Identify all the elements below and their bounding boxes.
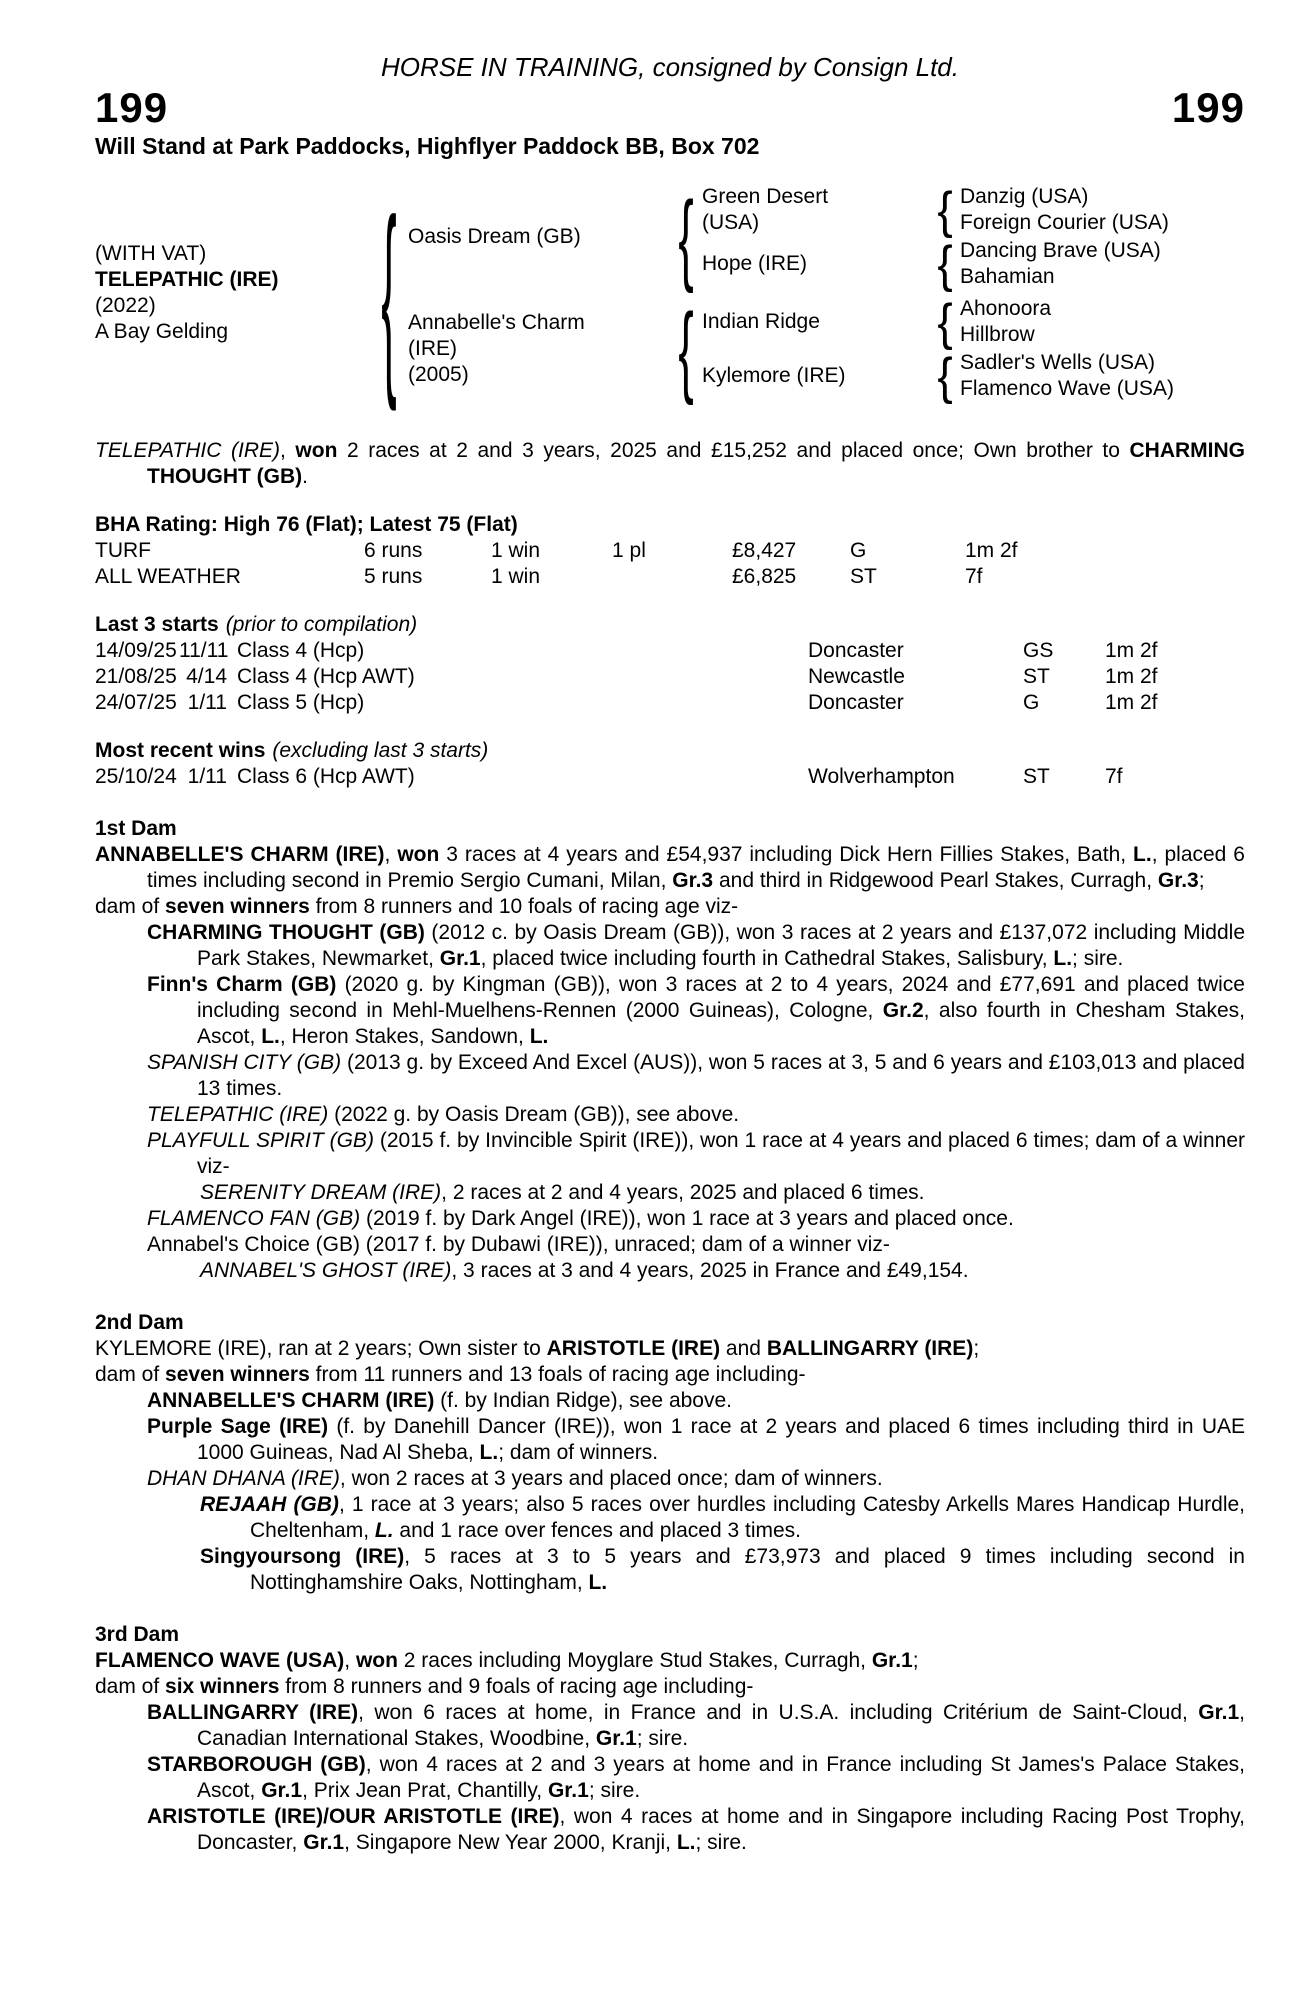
sire-half xyxy=(408,179,1245,295)
table-row xyxy=(95,564,1245,590)
pedigree-note-paragraph xyxy=(95,1336,1245,1362)
text-segment: TELEPATHIC (IRE) xyxy=(95,439,280,462)
table-cell: Doncaster xyxy=(808,691,904,714)
horse-name: TELEPATHIC (IRE) xyxy=(95,268,279,291)
dam-dam-unit xyxy=(702,347,1245,405)
bha-rating-heading: BHA Rating: High 76 (Flat); Latest 75 (Flat) xyxy=(95,513,518,536)
text-segment: Gr.2 xyxy=(882,999,924,1022)
text-segment: won xyxy=(397,843,440,866)
stand-location-line: Will Stand at Park Paddocks, Highflyer Paddock BB, Box 702 xyxy=(95,133,760,159)
last-starts-subtitle: (prior to compilation) xyxy=(225,613,418,636)
table-cell: 1m 2f xyxy=(965,539,1018,562)
text-segment: from 11 runners and 13 foals of racing age including- xyxy=(309,1363,806,1386)
table-cell: 1/11 xyxy=(187,691,227,714)
table-cell: ST xyxy=(1023,665,1050,688)
vat-note: (WITH VAT) xyxy=(95,242,207,265)
pedigree-note-paragraph xyxy=(95,1752,1245,1804)
text-segment: ANNABELLE'S CHARM (IRE) xyxy=(95,843,385,866)
text-segment: from 8 runners and 9 foals of racing age including- xyxy=(279,1675,754,1698)
sire-dam-brace: { xyxy=(937,235,953,293)
text-segment: STARBOROUGH (GB) xyxy=(147,1753,366,1776)
pedigree-note-paragraph xyxy=(95,920,1245,972)
text-segment: ANNABELLE'S CHARM (IRE) xyxy=(147,1389,435,1412)
text-segment: FLAMENCO FAN (GB) xyxy=(147,1207,361,1230)
pedigree-note-paragraph xyxy=(95,1180,1245,1206)
text-segment: seven winners xyxy=(165,1363,310,1386)
table-cell: 14/09/25 xyxy=(95,639,177,662)
table-cell: Newcastle xyxy=(808,665,905,688)
table-cell: 4/14 xyxy=(186,665,227,688)
sire-sire-parents xyxy=(960,184,1245,236)
text-segment: Annabel's Choice (GB) (2017 f. by Dubawi (IRE)), unraced; dam of a winner viz- xyxy=(147,1233,890,1256)
text-segment: L. xyxy=(261,1025,280,1048)
text-segment: , 5 races at 3 to 5 years and £73,973 and placed 9 times including second in Nottinghamshire Oaks, Nottingham, xyxy=(250,1545,1245,1594)
recent-wins-table xyxy=(95,764,1245,790)
table-cell: GS xyxy=(1023,639,1054,662)
text-segment: , Canadian International Stakes, Woodbine, xyxy=(197,1701,1245,1750)
pedigree-note-paragraph xyxy=(95,1414,1245,1466)
text-segment: Gr.3 xyxy=(1157,869,1199,892)
dam-dam-name: Kylemore (IRE) xyxy=(702,364,846,387)
text-segment: (2013 g. by Exceed And Excel (AUS)), won 5 races at 3, 5 and 6 years and £103,013 and placed 13 times. xyxy=(197,1051,1245,1100)
table-cell: Class 4 (Hcp) xyxy=(237,639,365,662)
text-segment: ; sire. xyxy=(695,1831,747,1854)
pedigree-note-paragraph xyxy=(95,1388,1245,1414)
text-segment: , xyxy=(279,439,296,462)
pedigree-note-paragraph xyxy=(95,1492,1245,1544)
dam-sire-parents xyxy=(960,296,1245,348)
text-segment: PLAYFULL SPIRIT (GB) xyxy=(147,1129,374,1152)
dam-dam-brace: { xyxy=(937,347,953,405)
great-granddam: Bahamian xyxy=(960,265,1055,288)
text-segment: 2 races including Moyglare Stud Stakes, Curragh, xyxy=(397,1649,872,1672)
pedigree-note-paragraph xyxy=(95,894,1245,920)
table-cell: G xyxy=(850,539,867,562)
text-segment: REJAAH (GB) xyxy=(200,1493,339,1516)
table-cell: 11/11 xyxy=(179,639,229,662)
pedigree-generations xyxy=(408,179,1245,407)
text-segment: L. xyxy=(1053,947,1073,970)
text-segment: 2 races at 2 and 3 years, 2025 and £15,252 and placed once; Own brother to xyxy=(337,439,1130,462)
pedigree-note-paragraph xyxy=(95,1232,1245,1258)
text-segment: , xyxy=(384,843,398,866)
text-segment: ; xyxy=(912,1649,919,1672)
text-segment: TELEPATHIC (IRE) xyxy=(147,1103,329,1126)
table-cell: £8,427 xyxy=(732,539,797,562)
table-cell: 1 win xyxy=(491,565,541,588)
table-cell xyxy=(612,564,732,590)
table-cell: 5 runs xyxy=(364,565,423,588)
text-segment: ARISTOTLE (IRE)/OUR ARISTOTLE (IRE) xyxy=(147,1805,560,1828)
table-cell: 1/11 xyxy=(187,765,227,788)
dam-half xyxy=(408,291,1245,407)
text-segment: L. xyxy=(529,1025,549,1048)
sire-brace: { xyxy=(678,179,694,295)
text-segment: L. xyxy=(374,1519,394,1542)
text-segment: , placed 6 times including second in Premio Sergio Cumani, Milan, xyxy=(147,843,1245,892)
dam-name: Annabelle's Charm (IRE) (2005) xyxy=(408,310,670,388)
text-segment: L. xyxy=(588,1571,608,1594)
dam-section-heading: 2nd Dam xyxy=(95,1311,184,1334)
text-segment: Gr.1 xyxy=(871,1649,913,1672)
recent-wins-subtitle: (excluding last 3 starts) xyxy=(272,739,489,762)
text-segment: Gr.3 xyxy=(672,869,714,892)
table-cell: G xyxy=(1023,691,1040,714)
bha-record-table xyxy=(95,538,1245,590)
pedigree-note-paragraph xyxy=(95,1362,1245,1388)
text-segment: SPANISH CITY (GB) xyxy=(147,1051,342,1074)
table-row xyxy=(95,664,1245,690)
text-segment: SERENITY DREAM (IRE) xyxy=(200,1181,442,1204)
text-segment: , won 4 races at home and in Singapore including Racing Post Trophy, Doncaster, xyxy=(197,1805,1246,1854)
pedigree-note-paragraph xyxy=(95,1206,1245,1232)
text-segment: (2022 g. by Oasis Dream (GB)), see above. xyxy=(328,1103,740,1126)
subject-block xyxy=(95,241,370,345)
text-segment: (2019 f. by Dark Angel (IRE)), won 1 race at 3 years and placed once. xyxy=(360,1207,1014,1230)
text-segment: from 8 runners and 10 foals of racing age viz- xyxy=(309,895,739,918)
table-row xyxy=(95,764,1245,790)
text-segment: ; xyxy=(1198,869,1205,892)
pedigree-note-paragraph xyxy=(95,1700,1245,1752)
text-segment: Gr.1 xyxy=(547,1779,589,1802)
last-starts-table xyxy=(95,638,1245,716)
text-segment: , Prix Jean Prat, Chantilly, xyxy=(302,1779,548,1802)
lot-number-row xyxy=(95,86,1245,130)
sire-sire-name: Green Desert (USA) xyxy=(702,185,829,234)
dam-sections xyxy=(95,816,1245,1856)
text-segment: 3 races at 4 years and £54,937 including Dick Hern Fillies Stakes, Bath, xyxy=(439,843,1134,866)
table-cell: ST xyxy=(850,565,877,588)
text-segment: ; xyxy=(973,1337,980,1360)
last-starts-heading xyxy=(95,612,1245,638)
text-segment: (2020 g. by Kingman (GB)), won 3 races at 2 to 4 years, 2024 and £77,691 and placed twice including second in Mehl-Muelhens-Rennen (2000 Guineas), Cologne, xyxy=(197,973,1245,1022)
text-segment: Gr.1 xyxy=(1198,1701,1240,1724)
great-grandsire: Dancing Brave (USA) xyxy=(960,239,1161,262)
text-segment: ; sire. xyxy=(636,1727,689,1750)
text-segment: FLAMENCO WAVE (USA) xyxy=(95,1649,345,1672)
text-segment: (2015 f. by Invincible Spirit (IRE)), won 1 race at 4 years and placed 6 times; dam of a winner viz- xyxy=(197,1129,1245,1178)
great-granddam: Flamenco Wave (USA) xyxy=(960,377,1174,400)
dam-brace: { xyxy=(678,291,694,407)
table-cell: 7f xyxy=(1105,765,1123,788)
text-segment: won xyxy=(295,439,338,462)
pedigree-main-brace: { xyxy=(381,173,397,413)
table-cell: 6 runs xyxy=(364,539,423,562)
sire-dam-name: Hope (IRE) xyxy=(702,252,808,275)
text-segment: L. xyxy=(1133,843,1152,866)
pedigree-table xyxy=(95,173,1245,413)
table-cell: 1m 2f xyxy=(1105,665,1158,688)
text-segment: , won 4 races at 2 and 3 years at home and in France including St James's Palace Stakes, Ascot, xyxy=(197,1753,1246,1802)
text-segment: , won 6 races at home, in France and in U.S.A. including Critérium de Saint-Cloud, xyxy=(358,1701,1199,1724)
great-grandsire: Ahonoora xyxy=(960,297,1052,320)
dam-section-heading: 3rd Dam xyxy=(95,1623,180,1646)
recent-wins-heading xyxy=(95,738,1245,764)
text-segment: ; dam of winners. xyxy=(498,1441,659,1464)
table-cell: TURF xyxy=(95,539,151,562)
pedigree-note-paragraph xyxy=(95,1648,1245,1674)
table-cell: Wolverhampton xyxy=(808,765,955,788)
text-segment: , Singapore New Year 2000, Kranji, xyxy=(344,1831,677,1854)
table-cell: 1m 2f xyxy=(1105,691,1158,714)
text-segment: KYLEMORE (IRE), ran at 2 years; Own sister to xyxy=(95,1337,547,1360)
text-segment: , 1 race at 3 years; also 5 races over hurdles including Catesby Arkells Mares Handicap Hurdle, Cheltenham, xyxy=(250,1493,1245,1542)
table-cell: Doncaster xyxy=(808,639,904,662)
table-cell: Class 4 (Hcp AWT) xyxy=(237,665,415,688)
table-cell: £6,825 xyxy=(732,565,797,588)
text-segment: BALLINGARRY (IRE) xyxy=(766,1337,974,1360)
recent-wins-title: Most recent wins xyxy=(95,739,266,762)
dam-sire-unit xyxy=(702,293,1245,351)
text-segment: (f. by Danehill Dancer (IRE)), won 1 race at 2 years and placed 6 times including third in UAE 1000 Guineas, Nad Al Sheba, xyxy=(197,1415,1246,1464)
lot-number-right: 199 xyxy=(1171,84,1245,131)
text-segment: Gr.1 xyxy=(303,1831,345,1854)
lot-number-left: 199 xyxy=(95,84,169,131)
text-segment: and xyxy=(720,1337,767,1360)
text-segment: Finn's Charm (GB) xyxy=(147,973,337,996)
text-segment: Singyoursong (IRE) xyxy=(200,1545,405,1568)
sire-name: Oasis Dream (GB) xyxy=(408,225,581,248)
great-granddam: Hillbrow xyxy=(960,323,1035,346)
table-cell: 21/08/25 xyxy=(95,665,177,688)
text-segment: , won 2 races at 3 years and placed once; dam of winners. xyxy=(339,1467,883,1490)
pedigree-note-paragraph xyxy=(95,972,1245,1050)
dam-sire-name: Indian Ridge xyxy=(702,310,820,333)
dam-foaling-year: (2005) xyxy=(408,363,469,386)
dam-grandparents xyxy=(702,293,1245,405)
text-segment: Purple Sage (IRE) xyxy=(147,1415,329,1438)
text-segment: CHARMING THOUGHT (GB) xyxy=(147,921,425,944)
table-cell: ST xyxy=(1023,765,1050,788)
table-row xyxy=(95,538,1245,564)
text-segment: won xyxy=(355,1649,398,1672)
text-segment: Gr.1 xyxy=(595,1727,637,1750)
text-segment: (f. by Indian Ridge), see above. xyxy=(434,1389,732,1412)
table-cell: 7f xyxy=(965,565,983,588)
text-segment: . xyxy=(302,465,308,488)
foaling-year: (2022) xyxy=(95,294,156,317)
consignment-line: HORSE IN TRAINING, consigned by Consign Ltd. xyxy=(380,52,959,82)
dam-section-heading: 1st Dam xyxy=(95,817,177,840)
text-segment: , 3 races at 3 and 4 years, 2025 in France and £49,154. xyxy=(451,1259,969,1282)
text-segment: six winners xyxy=(165,1675,280,1698)
sire-dam-unit xyxy=(702,235,1245,293)
dam-dam-parents xyxy=(960,350,1245,402)
text-segment: CHARMING THOUGHT (GB) xyxy=(147,439,1246,488)
colour-sex: A Bay Gelding xyxy=(95,320,229,343)
sire-dam-parents xyxy=(960,238,1245,290)
pedigree-note-paragraph xyxy=(95,1258,1245,1284)
pedigree-note-paragraph xyxy=(95,1674,1245,1700)
sire-sire-unit xyxy=(702,181,1245,239)
text-segment: , xyxy=(344,1649,356,1672)
text-segment: ; sire. xyxy=(1072,947,1124,970)
text-segment: dam of xyxy=(95,895,166,918)
text-segment: ARISTOTLE (IRE) xyxy=(546,1337,721,1360)
pedigree-note-paragraph xyxy=(95,1544,1245,1596)
table-cell: 1 pl xyxy=(612,539,646,562)
text-segment: Gr.1 xyxy=(261,1779,303,1802)
great-granddam: Foreign Courier (USA) xyxy=(960,211,1169,234)
sire-sire-brace: { xyxy=(937,181,953,239)
great-grandsire: Danzig (USA) xyxy=(960,185,1089,208)
table-cell: 25/10/24 xyxy=(95,765,177,788)
great-grandsire: Sadler's Wells (USA) xyxy=(960,351,1155,374)
table-cell: 1 win xyxy=(491,539,541,562)
last-starts-title: Last 3 starts xyxy=(95,613,219,636)
table-cell: 24/07/25 xyxy=(95,691,177,714)
table-row xyxy=(95,638,1245,664)
table-cell: 1m 2f xyxy=(1105,639,1158,662)
text-segment: , also fourth in Chesham Stakes, Ascot, xyxy=(197,999,1245,1048)
race-record-summary xyxy=(95,438,1245,490)
text-segment: BALLINGARRY (IRE) xyxy=(147,1701,359,1724)
text-segment: and third in Ridgewood Pearl Stakes, Curragh, xyxy=(713,869,1158,892)
text-segment: , Heron Stakes, Sandown, xyxy=(279,1025,530,1048)
pedigree-note-paragraph xyxy=(95,1804,1245,1856)
text-segment: and 1 race over fences and placed 3 times. xyxy=(393,1519,801,1542)
text-segment: dam of xyxy=(95,1675,166,1698)
text-segment: Gr.1 xyxy=(439,947,481,970)
table-cell: ALL WEATHER xyxy=(95,565,241,588)
text-segment: seven winners xyxy=(165,895,310,918)
table-row xyxy=(95,690,1245,716)
pedigree-note-paragraph xyxy=(95,1102,1245,1128)
text-segment: L. xyxy=(479,1441,499,1464)
pedigree-note-paragraph xyxy=(95,842,1245,894)
text-segment: L. xyxy=(676,1831,696,1854)
table-cell: Class 5 (Hcp) xyxy=(237,691,365,714)
text-segment: dam of xyxy=(95,1363,166,1386)
text-segment: DHAN DHANA (IRE) xyxy=(147,1467,340,1490)
dam-sire-brace: { xyxy=(937,293,953,351)
text-segment: (2012 c. by Oasis Dream (GB)), won 3 races at 2 years and £137,072 including Middle Park Stakes, Newmarket, xyxy=(197,921,1245,970)
pedigree-note-paragraph xyxy=(95,1128,1245,1180)
text-segment: ANNABEL'S GHOST (IRE) xyxy=(200,1259,452,1282)
pedigree-note-paragraph xyxy=(95,1466,1245,1492)
text-segment: , placed twice including fourth in Cathedral Stakes, Salisbury, xyxy=(480,947,1054,970)
table-cell: Class 6 (Hcp AWT) xyxy=(237,765,415,788)
text-segment: , 2 races at 2 and 4 years, 2025 and placed 6 times. xyxy=(441,1181,925,1204)
pedigree-note-paragraph xyxy=(95,1050,1245,1102)
text-segment: ; sire. xyxy=(588,1779,641,1802)
sire-grandparents xyxy=(702,181,1245,293)
